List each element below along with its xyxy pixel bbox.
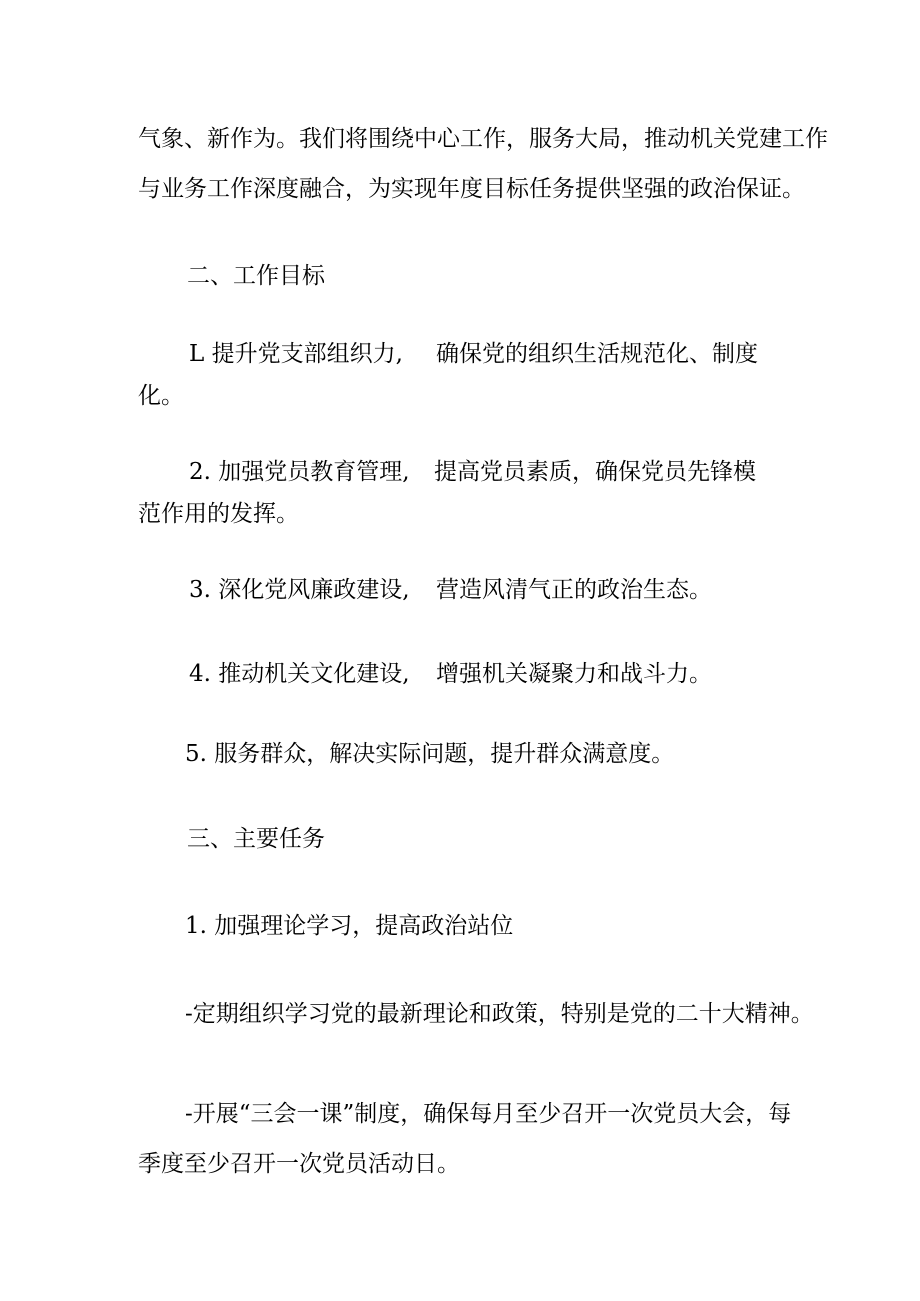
goal-item-2-text: 提高党员素质，确保党员先锋模 bbox=[434, 459, 756, 485]
goal-item-3-lead: 3. 深化党风廉政建设, bbox=[189, 577, 410, 603]
goal-item-2-lead: 2. 加强党员教育管理, bbox=[189, 459, 410, 485]
goal-item-1 bbox=[0, 337, 920, 371]
goal-item-1-text: 确保党的组织生活规范化、制度 bbox=[436, 341, 758, 367]
task-1-bullet-2-line-1: -开展“三会一课”制度，确保每月至少召开一次党员大会，每 bbox=[185, 1101, 792, 1127]
intro-line-2: 与业务工作深度融合，为实现年度目标任务提供坚强的政治保证。 bbox=[138, 176, 805, 202]
goal-item-2 bbox=[0, 455, 920, 489]
goal-item-4-text: 增强机关凝聚力和战斗力。 bbox=[436, 661, 712, 687]
goal-item-3-text: 营造风清气正的政治生态。 bbox=[436, 577, 712, 603]
task-1-bullet-2-line-2: 季度至少召开一次党员活动日。 bbox=[138, 1151, 460, 1177]
goal-item-1-continuation: 化。 bbox=[138, 383, 184, 409]
goal-item-1-lead: L 提升党支部组织力, bbox=[189, 341, 403, 367]
goal-item-4-lead: 4. 推动机关文化建设, bbox=[189, 661, 410, 687]
task-1-title: 1. 加强理论学习，提高政治站位 bbox=[185, 913, 514, 939]
section-heading-tasks: 三、主要任务 bbox=[187, 826, 325, 852]
goal-item-5: 5. 服务群众，解决实际问题，提升群众满意度。 bbox=[185, 741, 675, 767]
section-heading-goals: 二、工作目标 bbox=[187, 263, 325, 289]
goal-item-4 bbox=[0, 657, 920, 691]
intro-line-1: 气象、新作为。我们将围绕中心工作，服务大局，推动机关党建工作 bbox=[138, 126, 828, 152]
goal-item-2-continuation: 范作用的发挥。 bbox=[138, 501, 299, 527]
task-1-bullet-1: -定期组织学习党的最新理论和政策，特别是党的二十大精神。 bbox=[185, 1001, 814, 1027]
goal-item-3 bbox=[0, 573, 920, 607]
